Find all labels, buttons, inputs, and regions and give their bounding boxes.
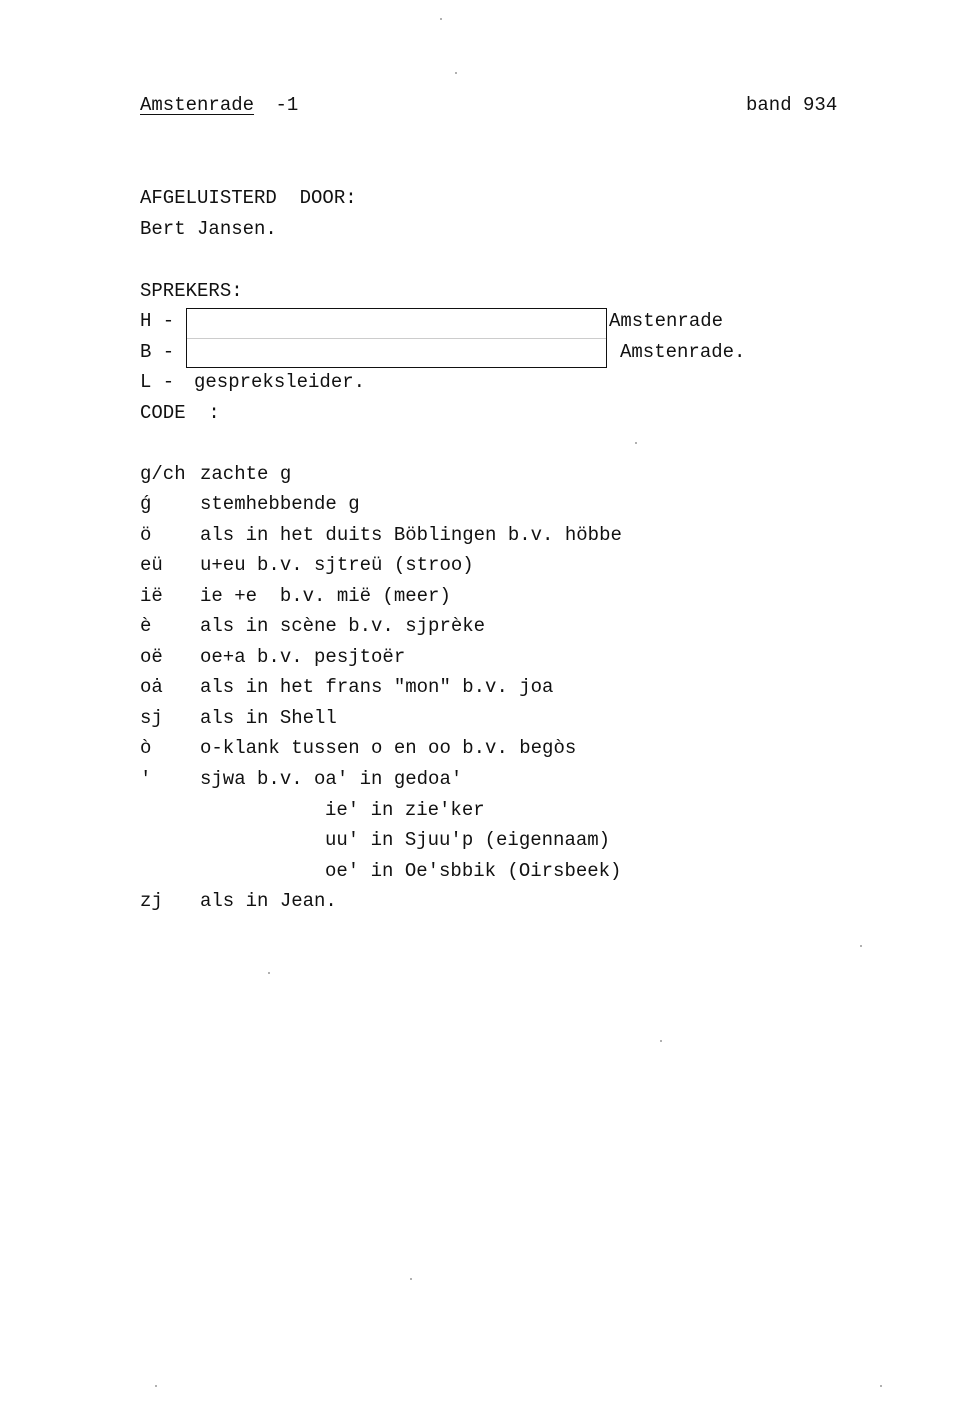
code-desc: ie +e b.v. mië (meer) <box>200 585 451 607</box>
code-key: ö <box>140 524 152 546</box>
code-desc: u+eu b.v. sjtreü (stroo) <box>200 554 474 576</box>
scan-speck <box>410 1278 412 1280</box>
scan-speck <box>440 18 442 20</box>
scan-speck <box>268 972 270 974</box>
code-entry <box>0 709 979 729</box>
code-desc: stemhebbende g <box>200 493 360 515</box>
code-key: ' <box>140 768 152 790</box>
document-title: Amstenrade <box>140 94 255 116</box>
code-desc: zachte g <box>200 463 292 485</box>
band-number: band 934 <box>746 94 838 116</box>
code-key: ò <box>140 737 152 759</box>
speakers-heading: SPREKERS: <box>140 280 243 302</box>
scan-speck <box>860 945 862 947</box>
code-entry <box>0 892 979 912</box>
code-key: eü <box>140 554 163 576</box>
code-key: zj <box>140 890 163 912</box>
scan-speck <box>455 72 457 74</box>
code-entry <box>0 526 979 546</box>
code-key: oȧ <box>140 676 163 698</box>
code-entry <box>0 770 979 790</box>
code-desc: uu' in Sjuu'p (eigennaam) <box>325 829 611 851</box>
scan-speck <box>660 1040 662 1042</box>
page-header <box>140 96 298 115</box>
listened-by-heading: AFGELUISTERD DOOR: <box>140 187 357 209</box>
document-title-suffix: -1 <box>275 94 299 116</box>
code-desc: als in het duits Böblingen b.v. höbbe <box>200 524 622 546</box>
speaker-h-place: Amstenrade <box>609 310 724 332</box>
code-entry <box>0 739 979 759</box>
code-desc: als in scène b.v. sjprèke <box>200 615 486 637</box>
code-desc: als in het frans "mon" b.v. joa <box>200 676 554 698</box>
code-desc: als in Shell <box>200 707 337 729</box>
scan-speck <box>635 442 637 444</box>
speaker-l-role: gespreksleider. <box>194 371 366 393</box>
code-key: g/ch <box>140 463 186 485</box>
code-entry <box>0 556 979 576</box>
code-desc: oe' in Oe'sbbik (Oirsbeek) <box>325 860 622 882</box>
scan-speck <box>880 1385 882 1387</box>
code-entry <box>0 617 979 637</box>
redaction-divider <box>187 338 606 339</box>
code-entry <box>0 587 979 607</box>
code-entry <box>0 862 979 882</box>
speaker-b-place: Amstenrade. <box>620 341 746 363</box>
scan-speck <box>155 1385 157 1387</box>
code-key: sj <box>140 707 163 729</box>
code-desc: o-klank tussen o en oo b.v. begòs <box>200 737 577 759</box>
code-key: ië <box>140 585 163 607</box>
code-key: ǵ <box>140 493 152 515</box>
code-heading: CODE : <box>140 402 220 424</box>
code-key: è <box>140 615 152 637</box>
code-entry <box>0 831 979 851</box>
code-desc: als in Jean. <box>200 890 337 912</box>
code-entry <box>0 465 979 485</box>
code-key: oë <box>140 646 163 668</box>
speaker-l-code: L - <box>140 371 175 393</box>
code-desc: ie' in zie'ker <box>325 799 485 821</box>
code-entry <box>0 678 979 698</box>
code-desc: sjwa b.v. oa' in gedoa' <box>200 768 463 790</box>
listener-name: Bert Jansen. <box>140 218 277 240</box>
code-desc: oe+a b.v. pesjtoër <box>200 646 406 668</box>
speaker-b-code: B - <box>140 341 175 363</box>
code-entry <box>0 648 979 668</box>
redaction-box <box>186 308 607 368</box>
speaker-h-code: H - <box>140 310 175 332</box>
code-entry <box>0 801 979 821</box>
code-entry <box>0 495 979 515</box>
